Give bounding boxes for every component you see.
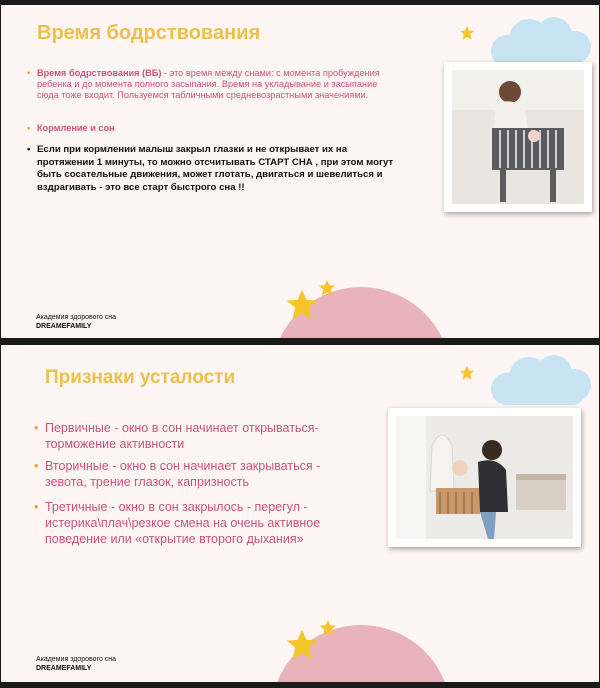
photo-mother-baby-room	[388, 408, 581, 547]
cloud-icon	[479, 353, 594, 408]
slide-title: Время бодрствования	[37, 22, 261, 44]
bullet-sleep-start	[27, 144, 397, 194]
bullet-text: Первичные - окно в сон начинает открываться- торможение активности	[45, 421, 319, 451]
photo-mother-crib	[444, 62, 592, 212]
bullet-text: Кормление и сон	[37, 123, 115, 133]
photo-image	[452, 70, 584, 204]
footer-brand: DREAMEFAMILY	[36, 322, 92, 330]
footer-brand: DREAMEFAMILY	[36, 664, 92, 672]
bullet-secondary-signs	[34, 458, 365, 490]
bullet-text: - это время между снами: с момента пробуждения ребенка и до момента полного засыпания. Время на укладывание и засыпание сюда тоже входит. Пользуемся табличными средневозрастными значениями.	[37, 68, 380, 100]
footer-academy: Академия здорового сна	[36, 656, 117, 663]
slide-2	[1, 345, 599, 682]
bullet-marker: •	[34, 459, 39, 473]
slide-1	[1, 5, 599, 338]
star-icon	[284, 288, 320, 322]
slide-title: Признаки усталости	[45, 367, 236, 388]
bullet-primary-signs	[34, 420, 365, 452]
photo-image	[396, 416, 573, 539]
bullet-lead: Время бодрствования (ВБ)	[37, 68, 162, 78]
bullet-marker: •	[27, 68, 31, 78]
bullet-tertiary-signs	[34, 499, 365, 547]
star-icon	[319, 619, 337, 637]
star-icon	[459, 25, 475, 41]
bullet-marker: •	[34, 421, 39, 435]
bullet-text: Третичные - окно в сон закрылось - перегул - истерика\плач\резкое смена на очень активное поведение или «открытие второго дыхания»	[45, 500, 321, 546]
bullet-marker: •	[27, 144, 31, 155]
bullet-text: Если при кормлении малыш закрыл глазки и не открывает их на протяжении 1 минуты, то можно отсчитывать СТАРТ СНА , при этом могут быть сосательные движения, может глотать, двигаться и шевелиться и вздрагивать - это все старт быстрого сна !!	[37, 144, 394, 193]
star-icon	[459, 365, 475, 381]
footer	[36, 314, 116, 331]
bullet-text: Вторичные - окно в сон начинает закрываться - зевота, трение глазок, капризность	[45, 459, 321, 489]
star-icon	[284, 628, 320, 662]
bullet-awake-time	[27, 68, 397, 101]
star-icon	[318, 279, 336, 297]
bullet-marker: •	[27, 123, 31, 133]
footer	[36, 656, 116, 673]
bullet-marker: •	[34, 500, 39, 514]
footer-academy: Академия здорового сна	[36, 314, 117, 321]
bullet-feeding-sleep	[27, 123, 115, 134]
